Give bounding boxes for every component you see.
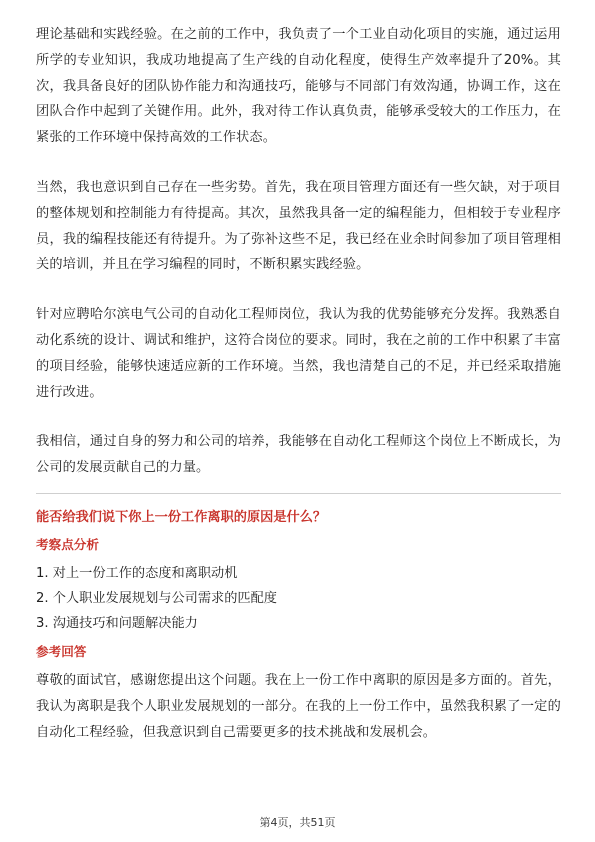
analysis-list bbox=[36, 561, 561, 636]
reference-answer: 尊敬的面试官，感谢您提出这个问题。我在上一份工作中离职的原因是多方面的。首先，我认为离职是我个人职业发展规划的一部分。在我的上一份工作中，虽然我积累了一定的自动化工程经验，但我意识到自己需要更多的技术挑战和发展机会。 bbox=[36, 672, 561, 740]
page-number: 第4页，共51页 bbox=[259, 816, 336, 829]
list-item: 1. 对上一份工作的态度和离职动机 bbox=[36, 565, 238, 581]
list-item: 3. 沟通技巧和问题解决能力 bbox=[36, 615, 198, 631]
body-paragraph: 当然，我也意识到自己存在一些劣势。首先，我在项目管理方面还有一些欠缺，对于项目的整体规划和控制能力有待提高。其次，虽然我具备一定的编程能力，但相较于专业程序员，我的编程技能还有待提升。为了弥补这些不足，我已经在业余时间参加了项目管理相关的培训，并且在学习编程的同时，不断积累实践经验。 bbox=[36, 179, 561, 273]
analysis-heading: 考察点分析 bbox=[36, 536, 99, 552]
document-page bbox=[36, 22, 561, 745]
reference-heading: 参考回答 bbox=[36, 643, 87, 659]
section-divider bbox=[36, 493, 561, 494]
body-paragraph: 我相信，通过自身的努力和公司的培养，我能够在自动化工程师这个岗位上不断成长，为公司的发展贡献自己的力量。 bbox=[36, 434, 561, 476]
list-item: 2. 个人职业发展规划与公司需求的匹配度 bbox=[36, 590, 277, 606]
body-paragraph: 针对应聘哈尔滨电气公司的自动化工程师岗位，我认为我的优势能够充分发挥。我熟悉自动化系统的设计、调试和维护，这符合岗位的要求。同时，我在之前的工作中积累了丰富的项目经验，能够快速适应新的工作环境。当然，我也清楚自己的不足，并已经采取措施进行改进。 bbox=[36, 307, 561, 400]
body-paragraph: 理论基础和实践经验。在之前的工作中，我负责了一个工业自动化项目的实施，通过运用所学的专业知识，我成功地提高了生产线的自动化程度，使得生产效率提升了20%。其次，我具备良好的团队协作能力和沟通技巧，能够与不同部门有效沟通，协调工作，这在团队合作中起到了关键作用。此外，我对待工作认真负责，能够承受较大的工作压力，在紧张的工作环境中保持高效的工作状态。 bbox=[36, 27, 561, 146]
question-heading: 能否给我们说下你上一份工作离职的原因是什么？ bbox=[36, 509, 327, 525]
